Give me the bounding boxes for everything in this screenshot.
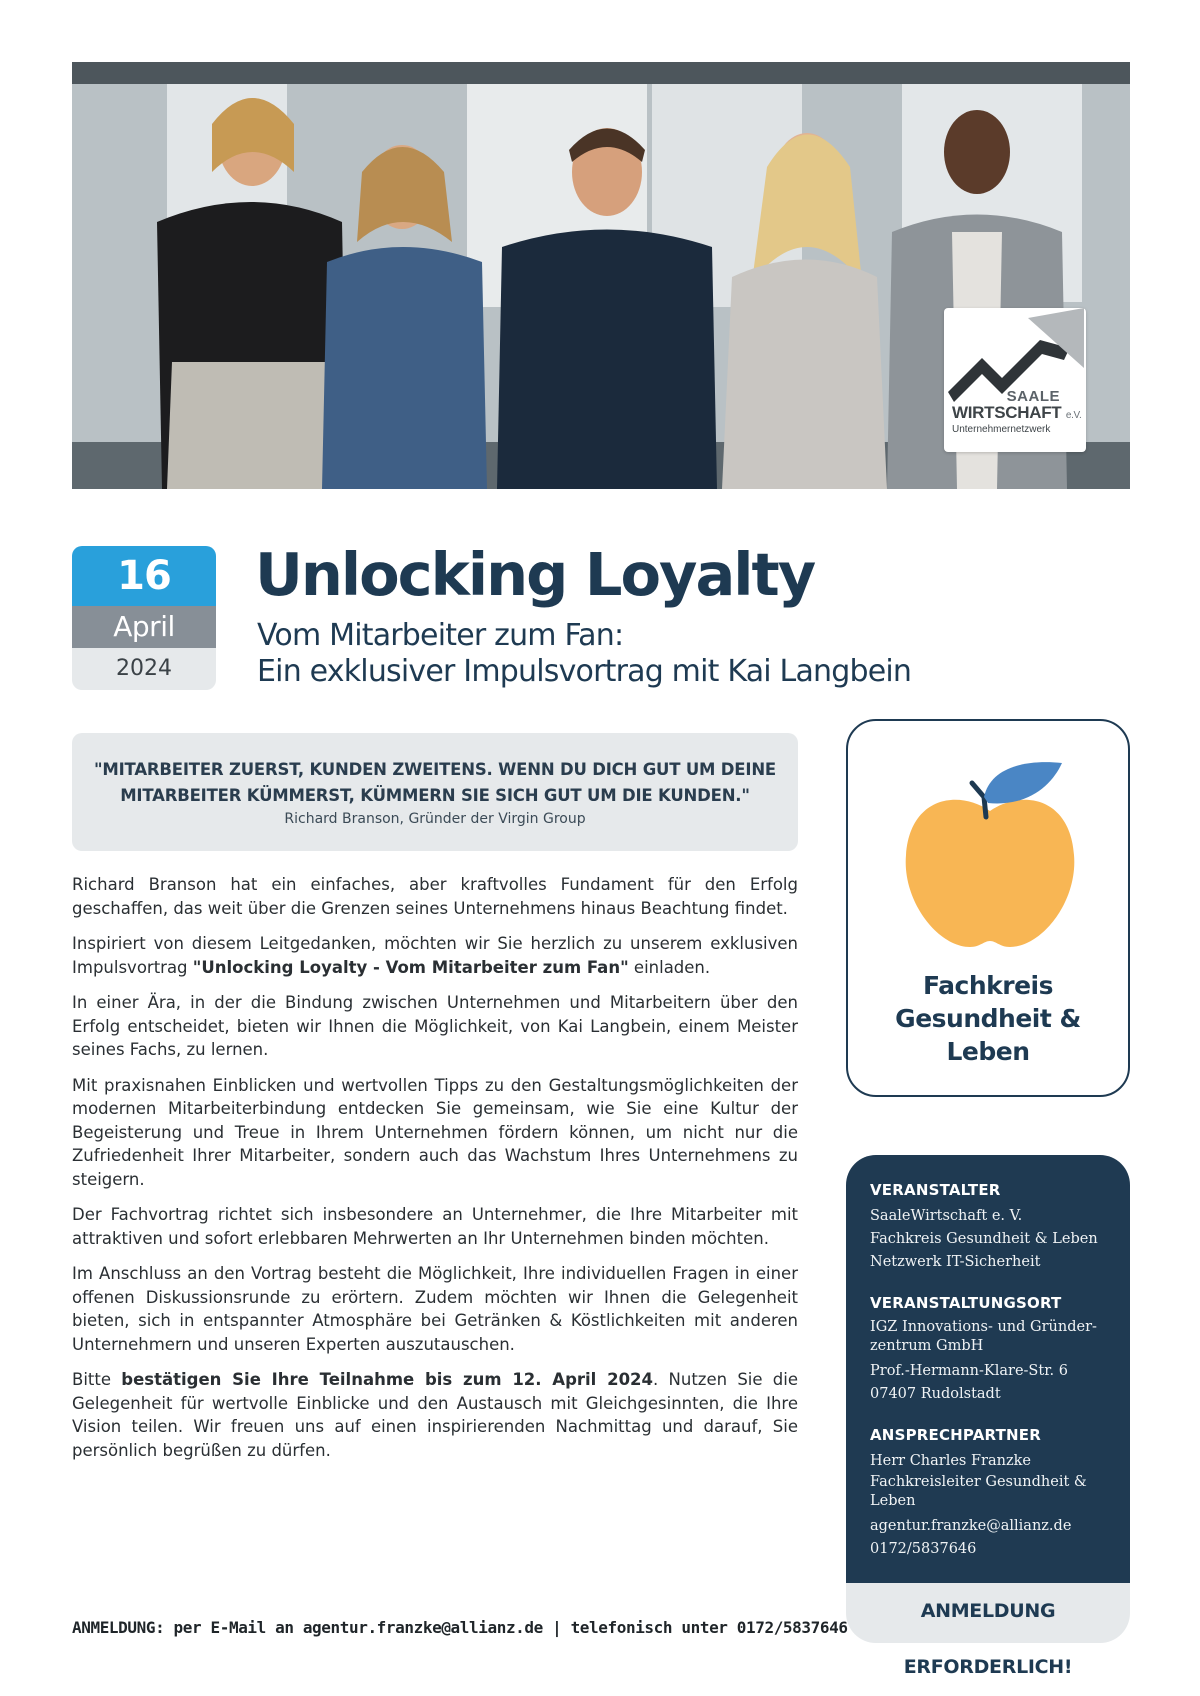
event-title: Unlocking Loyalty: [255, 540, 815, 609]
contact-phone[interactable]: 0172/5837646: [870, 1541, 977, 1557]
saale-wirtschaft-logo: [944, 308, 1086, 452]
paragraph: Richard Branson hat ein einfaches, aber kraftvolles Fundament für den Erfolg geschaffen, das weit über die Grenzen seines Unternehmens hinaus Beachtung findet.: [72, 875, 798, 918]
paragraph: Mit praxisnahen Einblicken und wertvollen Tipps zu den Gestaltungsmöglichkeiten der modernen Mitarbeiterbindung entdecken Sie gemeinsam, wie Sie eine Kultur der Begeisterung und Treue in Ihrem Unternehmen fördern können, um nicht nur die Zufriedenheit Ihrer Mitarbeiter, sondern auch das Wachstum Ihres Unternehmens zu steigern.: [72, 1075, 798, 1189]
paragraph: Der Fachvortrag richtet sich insbesondere an Unternehmer, die Ihre Mitarbeiter mit attraktiven und sofort erlebbaren Mehrwerten an Ihr Unternehmen binden möchten.: [72, 1205, 798, 1248]
venue-section: VERANSTALTUNGSORT IGZ Innovations- und Gründer- zentrum GmbH Prof.-Hermann-Klare-Str. 6 07407 Rudolstadt: [870, 1294, 1106, 1406]
paragraph: In einer Ära, in der die Bindung zwischen Unternehmen und Mitarbeitern über den Erfolg entscheidet, bieten wir Ihnen die Möglichkeit, von Kai Langbein, einem Meister seines Fachs, zu lernen.: [72, 993, 798, 1059]
fachkreis-title: Fachkreis Gesundheit & Leben: [895, 971, 1081, 1066]
hero-photo: [72, 62, 1130, 489]
contact-heading: ANSPRECHPARTNER: [870, 1426, 1042, 1444]
paragraph: Bitte bestätigen Sie Ihre Teilnahme bis zum 12. April 2024. Nutzen Sie die Gelegenheit für wertvolle Einblicke und den Austausch mit Gleichgesinnten, die Ihre Vision teilen. Wir freuen uns auf einen inspirierenden Nachmittag und darauf, Sie persönlich begrüßen zu dürfen.: [72, 1370, 798, 1460]
quote-author: Richard Branson, Gründer der Virgin Group: [284, 811, 586, 827]
subtitle-line-1: Vom Mitarbeiter zum Fan:: [257, 618, 624, 653]
fachkreis-card: [846, 719, 1130, 1097]
quote-box: [72, 733, 798, 851]
contact-email[interactable]: agentur.franzke@allianz.de: [870, 1518, 1072, 1534]
event-subtitle: [257, 618, 911, 690]
organizer-heading: VERANSTALTER: [870, 1181, 1001, 1199]
paragraph: Inspiriert von diesem Leitgedanken, möchten wir Sie herzlich zu unserem exklusiven Impulsvortrag "Unlocking Loyalty - Vom Mitarbeiter zum Fan" einladen.: [72, 934, 798, 977]
contact-section: ANSPRECHPARTNER Herr Charles Franzke Fachkreisleiter Gesundheit & Leben agentur.franzke@allianz.de 0172/5837646: [870, 1426, 1106, 1561]
subtitle-line-2: Ein exklusiver Impulsvortrag mit Kai Langbein: [257, 654, 912, 689]
quote-text: [72, 757, 798, 809]
apple-icon: [898, 751, 1082, 951]
event-month: April: [72, 606, 216, 648]
event-day: 16: [72, 546, 216, 606]
logo-line-saale: SAALE: [1006, 388, 1060, 405]
quote-line-2: MITARBEITER KÜMMERST, KÜMMERN SIE SICH GUT UM DIE KUNDEN.": [120, 786, 750, 805]
organizer-section: VERANSTALTER SaaleWirtschaft e. V. Fachkreis Gesundheit & Leben Netzwerk IT-Sicherheit: [870, 1181, 1106, 1274]
event-date-badge: [72, 546, 216, 690]
registration-required-banner: ANMELDUNG ERFORDERLICH!: [846, 1583, 1130, 1643]
registration-footer: ANMELDUNG: per E-Mail an agentur.franzke@allianz.de | telefonisch unter 0172/5837646: [72, 1618, 848, 1637]
event-info-panel: [846, 1155, 1130, 1583]
event-year: 2024: [72, 648, 216, 690]
logo-line-wirtschaft: WIRTSCHAFT e.V.: [952, 403, 1082, 422]
logo-line-network: Unternehmernetzwerk: [952, 424, 1051, 435]
quote-line-1: "MITARBEITER ZUERST, KUNDEN ZWEITENS. WENN DU DICH GUT UM DEINE: [94, 760, 776, 779]
venue-heading: VERANSTALTUNGSORT: [870, 1294, 1062, 1312]
paragraph: Im Anschluss an den Vortrag besteht die Möglichkeit, Ihre individuellen Fragen in einer offenen Diskussionsrunde zu erörtern. Zudem möchten wir Ihnen die Gelegenheit bieten, sich in entspannter Atmosphäre bei Getränken & Köstlichkeiten mit anderen Unternehmern und unseren Experten auszutauschen.: [72, 1264, 798, 1354]
invitation-text: [72, 873, 798, 1474]
